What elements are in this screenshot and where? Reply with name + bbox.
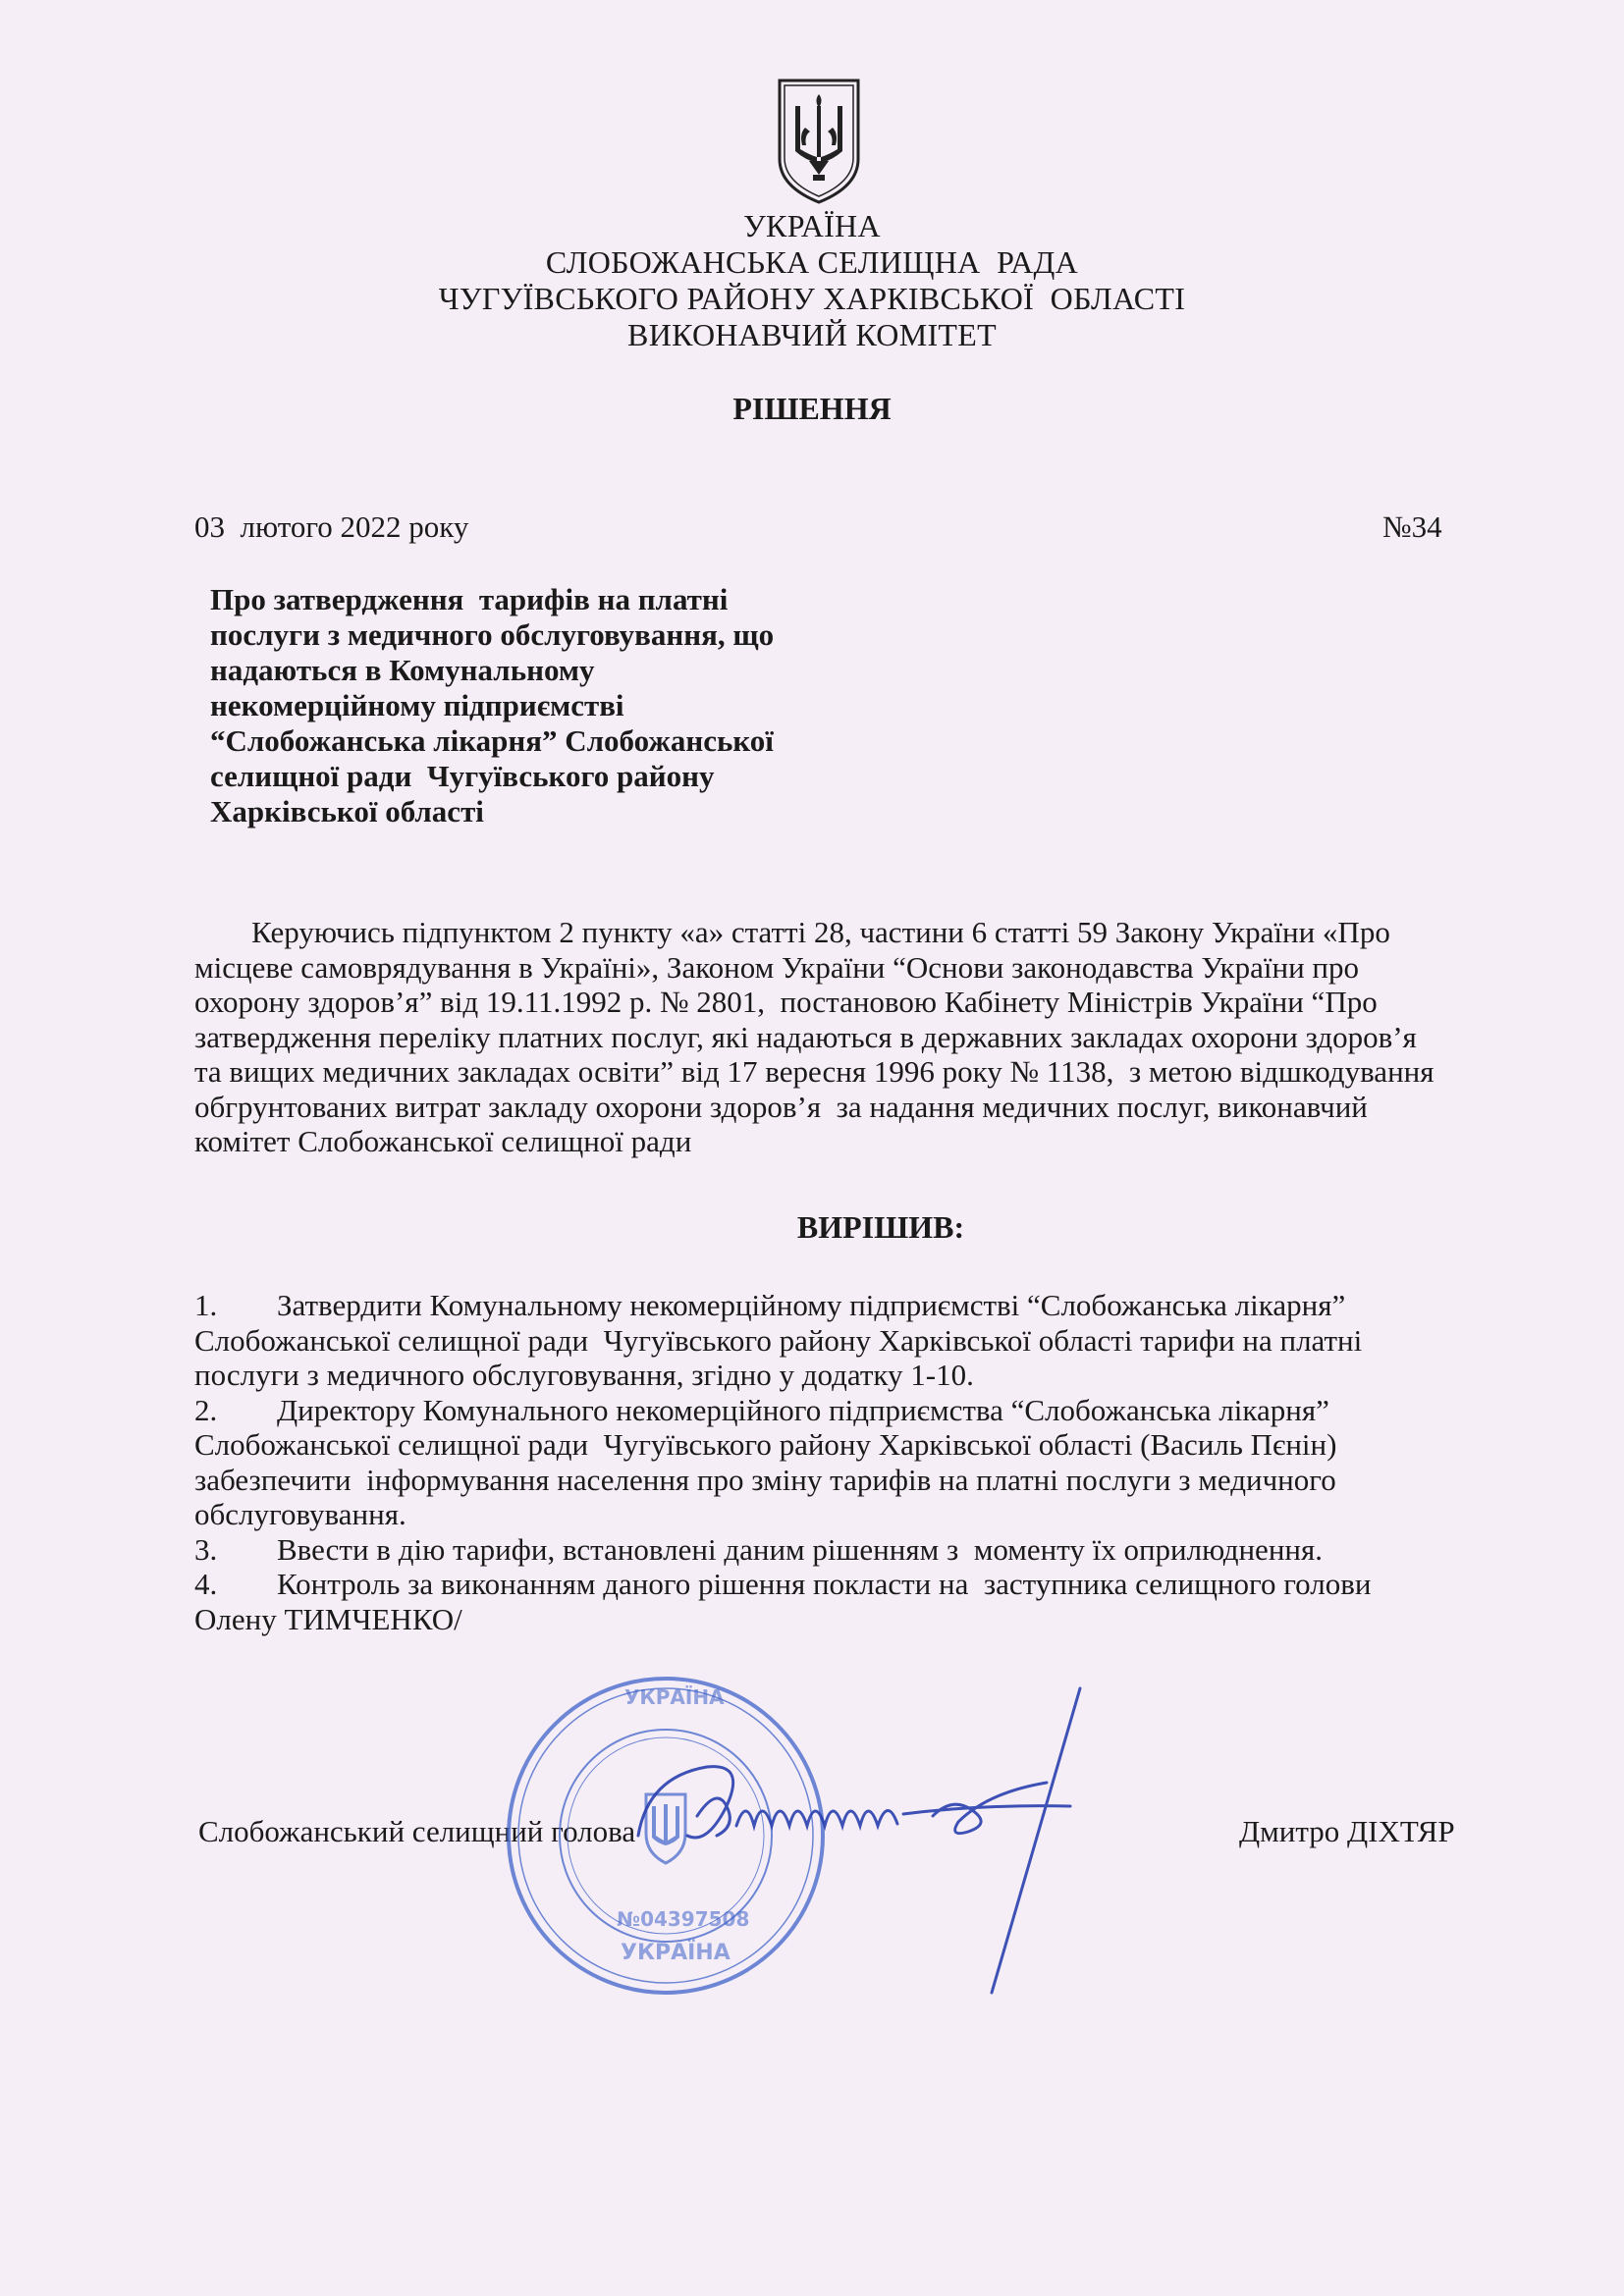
resolve-heading: ВИРІШИВ: xyxy=(796,1209,965,1245)
list-item xyxy=(194,1288,1453,1323)
item-line: послуги з медичного обслуговування, згідно у додатку 1-10. xyxy=(194,1358,974,1392)
subject-line: послуги з медичного обслуговування, що xyxy=(210,617,775,652)
document-date: 03 лютого 2022 року xyxy=(194,509,469,544)
preamble-line: та вищих медичних закладах освіти” від 17 вересня 1996 року № 1138, з метою відшкодування xyxy=(194,1054,1435,1089)
svg-text:УКРАЇНА: УКРАЇНА xyxy=(621,1941,731,1965)
signatory-name: Дмитро ДІХТЯР xyxy=(1239,1814,1455,1848)
item-line: Слобожанської селищної ради Чугуївського району Харківської області (Василь Пєнін) xyxy=(194,1427,1337,1462)
subject-line: Про затвердження тарифів на платні xyxy=(210,582,729,616)
resolution-items xyxy=(194,1288,1453,1636)
signature xyxy=(609,1669,1296,2022)
preamble-line: обгрунтованих витрат закладу охорони здоров’я за надання медичних послуг, виконавчий xyxy=(194,1089,1368,1124)
subject-line: некомерційному підприємстві xyxy=(210,688,624,722)
item-number: 2. xyxy=(194,1392,218,1427)
subject-line: “Слобожанська лікарня” Слобожанської xyxy=(210,723,774,758)
item-line: Олену ТИМЧЕНКО/ xyxy=(194,1601,462,1636)
document-number: №34 xyxy=(1382,509,1442,544)
header-council: СЛОБОЖАНСЬКА СЕЛИЩНА РАДА xyxy=(545,244,1079,280)
preamble-line: комітет Слобожанської селищної ради xyxy=(194,1124,692,1158)
document-title: РІШЕННЯ xyxy=(732,391,892,426)
preamble-line: Керуючись підпунктом 2 пункту «а» статті 28, частини 6 статті 59 Закону України «Про xyxy=(251,915,1390,949)
subject-line: надаються в Комунальному xyxy=(210,653,595,687)
list-item xyxy=(194,1532,1453,1568)
list-item xyxy=(194,1393,1453,1428)
svg-text:№04397508: №04397508 xyxy=(617,1907,750,1931)
item-line: Директору Комунального некомерційного підприємства “Слобожанська лікарня” xyxy=(277,1392,1329,1427)
item-line: Ввести в дію тарифи, встановлені даним рішенням з моменту їх оприлюднення. xyxy=(277,1531,1324,1567)
preamble-line: затвердження переліку платних послуг, які надаються в державних закладах охорони здоров’я xyxy=(194,1019,1417,1054)
item-line: Затвердити Комунальному некомерційному підприємстві “Слобожанська лікарня” xyxy=(277,1288,1346,1322)
item-number: 3. xyxy=(194,1531,218,1567)
preamble-line: місцеве самоврядування в Україні», Законом України “Основи законодавства України про xyxy=(194,949,1360,985)
preamble-line: охорону здоров’я” від 19.11.1992 р. № 2801, постановою Кабінету Міністрів України “Про xyxy=(194,985,1378,1019)
svg-text:УКРАЇНА: УКРАЇНА xyxy=(624,1685,725,1709)
item-number: 1. xyxy=(194,1288,218,1322)
document-subject xyxy=(210,582,897,829)
preamble xyxy=(194,915,1453,1159)
item-line: Слобожанської селищної ради Чугуївського району Харківської області тарифи на платні xyxy=(194,1322,1363,1358)
header-committee: ВИКОНАВЧИЙ КОМІТЕТ xyxy=(627,317,997,352)
document-header xyxy=(0,208,1624,353)
header-district: ЧУГУЇВСЬКОГО РАЙОНУ ХАРКІВСЬКОЇ ОБЛАСТІ xyxy=(438,281,1186,316)
item-line: забезпечити інформування населення про зміну тарифів на платні послуги з медичного xyxy=(194,1462,1336,1497)
item-number: 4. xyxy=(194,1567,218,1601)
list-item xyxy=(194,1567,1453,1602)
coat-of-arms-icon xyxy=(774,77,864,206)
item-line: Контроль за виконанням даного рішення покласти на заступника селищного голови xyxy=(277,1567,1372,1601)
item-line: обслуговування. xyxy=(194,1497,406,1531)
signatory-position: Слобожанський селищний голова xyxy=(198,1814,636,1848)
subject-line: селищної ради Чугуївського району xyxy=(210,759,715,793)
header-country: УКРАЇНА xyxy=(743,208,881,243)
subject-line: Харківської області xyxy=(210,794,484,828)
